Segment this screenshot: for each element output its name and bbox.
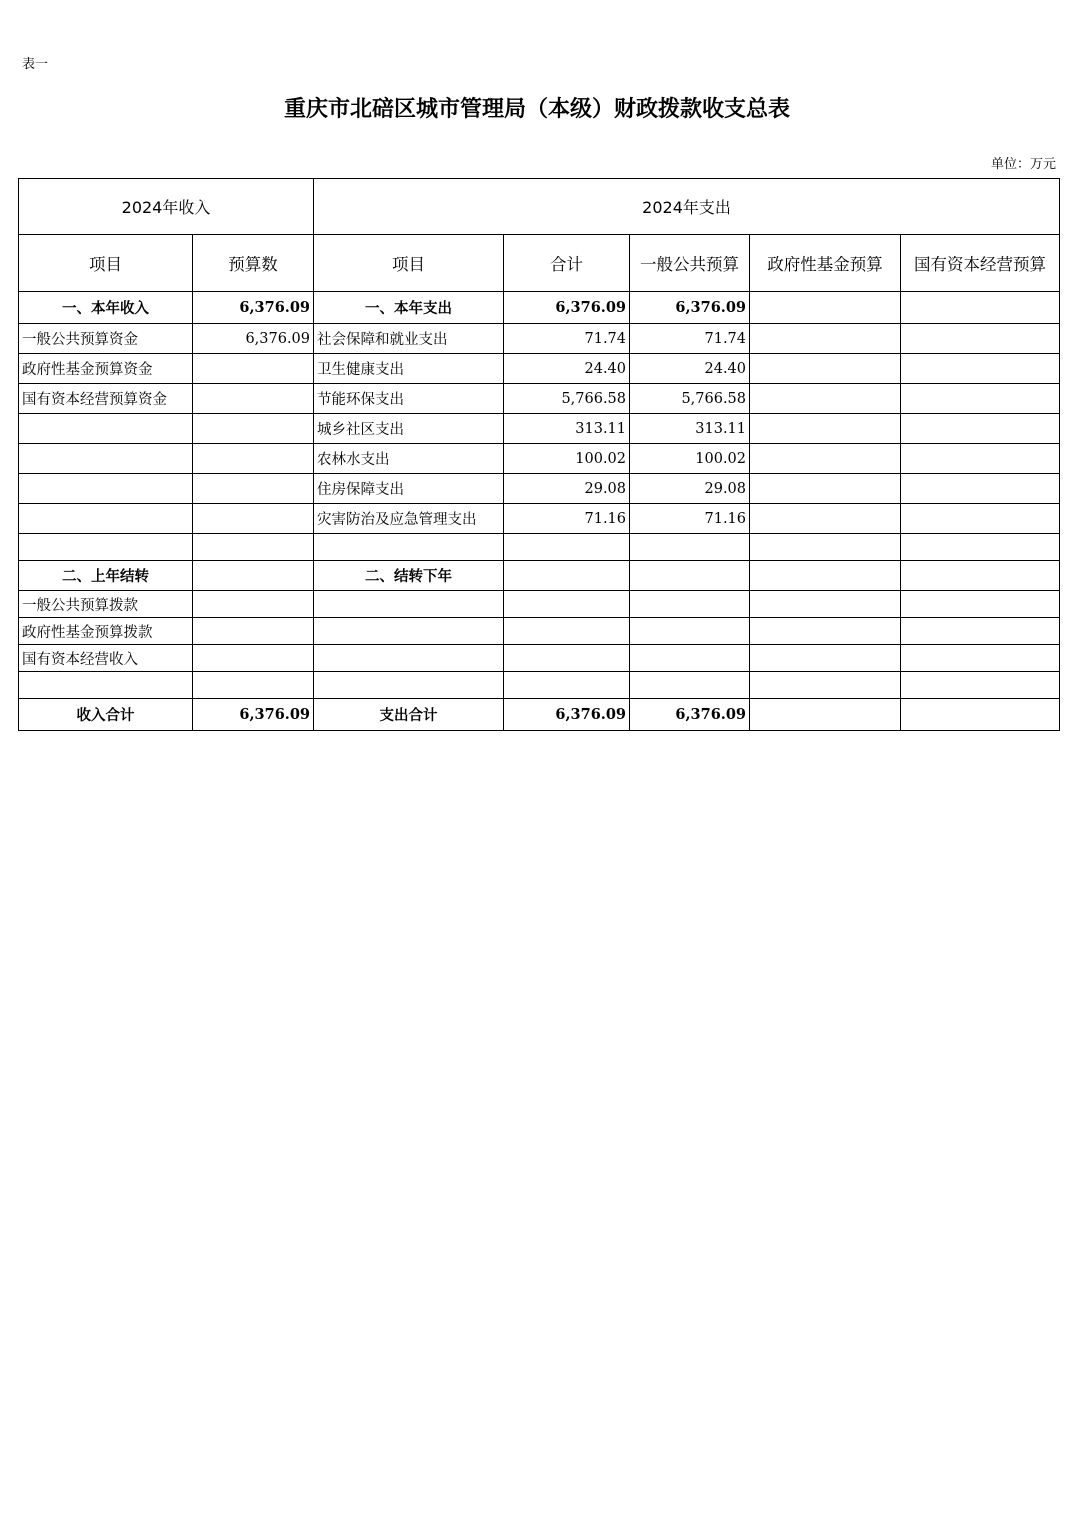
- carryover-income-item: 国有资本经营收入: [19, 645, 193, 672]
- carryover-income-item: 政府性基金预算拨款: [19, 618, 193, 645]
- expense-year-header: 2024年支出: [314, 179, 1060, 235]
- table-row: [19, 414, 1060, 444]
- budget-summary-table: [18, 178, 1060, 731]
- empty-row: [19, 672, 1060, 699]
- cell-empty: [901, 591, 1060, 618]
- expense-total: 71.74: [504, 324, 630, 354]
- table-row: [19, 444, 1060, 474]
- income-section-label: 一、本年收入: [19, 292, 193, 324]
- table-row: [19, 384, 1060, 414]
- expense-general: 5,766.58: [630, 384, 750, 414]
- cell-empty: [504, 618, 630, 645]
- cell-empty: [901, 292, 1060, 324]
- cell-empty: [750, 474, 901, 504]
- cell-empty: [901, 414, 1060, 444]
- table-row: [19, 504, 1060, 534]
- cell-empty: [630, 534, 750, 561]
- cell-empty: [750, 414, 901, 444]
- cell-empty: [314, 591, 504, 618]
- income-budget: 6,376.09: [193, 324, 314, 354]
- cell-empty: [901, 384, 1060, 414]
- cell-empty: [901, 561, 1060, 591]
- cell-empty: [19, 534, 193, 561]
- expense-section-general: 6,376.09: [630, 292, 750, 324]
- carryover-expense-label: 二、结转下年: [314, 561, 504, 591]
- expense-general: 29.08: [630, 474, 750, 504]
- carryover-income-label: 二、上年结转: [19, 561, 193, 591]
- cell-empty: [750, 561, 901, 591]
- empty-row: [19, 534, 1060, 561]
- cell-empty: [750, 534, 901, 561]
- cell-empty: [901, 324, 1060, 354]
- expense-total: 5,766.58: [504, 384, 630, 414]
- cell-empty: [750, 354, 901, 384]
- expense-section-label: 一、本年支出: [314, 292, 504, 324]
- expense-section-total: 6,376.09: [504, 292, 630, 324]
- col-budget: 预算数: [193, 235, 314, 292]
- income-item: [19, 504, 193, 534]
- cell-empty: [504, 591, 630, 618]
- expense-total-value: 6,376.09: [504, 699, 630, 731]
- expense-general: 100.02: [630, 444, 750, 474]
- document-title: 重庆市北碚区城市管理局（本级）财政拨款收支总表: [283, 97, 790, 122]
- cell-empty: [750, 292, 901, 324]
- cell-empty: [19, 672, 193, 699]
- expense-item: 农林水支出: [314, 444, 504, 474]
- cell-empty: [750, 618, 901, 645]
- expense-total: 313.11: [504, 414, 630, 444]
- income-budget: [193, 414, 314, 444]
- cell-empty: [750, 324, 901, 354]
- cell-empty: [314, 672, 504, 699]
- cell-empty: [750, 699, 901, 731]
- col-expense-item: 项目: [314, 235, 504, 292]
- cell-empty: [901, 354, 1060, 384]
- cell-empty: [901, 444, 1060, 474]
- expense-general: 71.74: [630, 324, 750, 354]
- expense-general-total-value: 6,376.09: [630, 699, 750, 731]
- cell-empty: [901, 699, 1060, 731]
- cell-empty: [193, 645, 314, 672]
- col-total: 合计: [504, 235, 630, 292]
- cell-empty: [901, 504, 1060, 534]
- income-year-header: 2024年收入: [19, 179, 314, 235]
- cell-empty: [901, 534, 1060, 561]
- col-income-item: 项目: [19, 235, 193, 292]
- cell-empty: [193, 591, 314, 618]
- table-row: [19, 618, 1060, 645]
- cell-empty: [314, 645, 504, 672]
- expense-item: 社会保障和就业支出: [314, 324, 504, 354]
- income-budget: [193, 474, 314, 504]
- expense-item: 卫生健康支出: [314, 354, 504, 384]
- cell-empty: [504, 561, 630, 591]
- table-row: [19, 324, 1060, 354]
- cell-empty: [750, 444, 901, 474]
- cell-empty: [630, 561, 750, 591]
- cell-empty: [630, 618, 750, 645]
- income-item: [19, 414, 193, 444]
- expense-general: 24.40: [630, 354, 750, 384]
- expense-total: 100.02: [504, 444, 630, 474]
- cell-empty: [504, 645, 630, 672]
- table-row: [19, 591, 1060, 618]
- income-item: [19, 444, 193, 474]
- cell-empty: [504, 672, 630, 699]
- col-fund-budget: 政府性基金预算: [750, 235, 901, 292]
- table-number: 表一: [22, 57, 49, 72]
- expense-general: 313.11: [630, 414, 750, 444]
- cell-empty: [901, 672, 1060, 699]
- cell-empty: [630, 672, 750, 699]
- unit-label: 单位：万元: [990, 157, 1056, 172]
- cell-empty: [750, 504, 901, 534]
- year-header-row: [19, 179, 1060, 235]
- income-section-value: 6,376.09: [193, 292, 314, 324]
- totals-row: [19, 699, 1060, 731]
- income-budget: [193, 384, 314, 414]
- section-row: [19, 561, 1060, 591]
- income-item: 国有资本经营预算资金: [19, 384, 193, 414]
- table-row: [19, 474, 1060, 504]
- section-row: [19, 292, 1060, 324]
- income-budget: [193, 354, 314, 384]
- income-total-label: 收入合计: [19, 699, 193, 731]
- cell-empty: [901, 474, 1060, 504]
- expense-total: 24.40: [504, 354, 630, 384]
- table-row: [19, 354, 1060, 384]
- column-header-row: [19, 235, 1060, 292]
- income-item: [19, 474, 193, 504]
- cell-empty: [314, 534, 504, 561]
- expense-item: 节能环保支出: [314, 384, 504, 414]
- carryover-income-item: 一般公共预算拨款: [19, 591, 193, 618]
- cell-empty: [750, 384, 901, 414]
- expense-item: 灾害防治及应急管理支出: [314, 504, 504, 534]
- cell-empty: [193, 618, 314, 645]
- expense-total-label: 支出合计: [314, 699, 504, 731]
- expense-item: 住房保障支出: [314, 474, 504, 504]
- expense-item: 城乡社区支出: [314, 414, 504, 444]
- cell-empty: [901, 618, 1060, 645]
- cell-empty: [504, 534, 630, 561]
- expense-total: 71.16: [504, 504, 630, 534]
- col-state-capital-budget: 国有资本经营预算: [901, 235, 1060, 292]
- expense-total: 29.08: [504, 474, 630, 504]
- income-budget: [193, 444, 314, 474]
- expense-general: 71.16: [630, 504, 750, 534]
- income-item: 政府性基金预算资金: [19, 354, 193, 384]
- cell-empty: [630, 591, 750, 618]
- cell-empty: [750, 672, 901, 699]
- income-budget: [193, 504, 314, 534]
- cell-empty: [630, 645, 750, 672]
- table-row: [19, 645, 1060, 672]
- income-item: 一般公共预算资金: [19, 324, 193, 354]
- col-general-budget: 一般公共预算: [630, 235, 750, 292]
- cell-empty: [193, 534, 314, 561]
- cell-empty: [750, 591, 901, 618]
- cell-empty: [901, 645, 1060, 672]
- cell-empty: [193, 561, 314, 591]
- cell-empty: [314, 618, 504, 645]
- cell-empty: [193, 672, 314, 699]
- income-total-value: 6,376.09: [193, 699, 314, 731]
- cell-empty: [750, 645, 901, 672]
